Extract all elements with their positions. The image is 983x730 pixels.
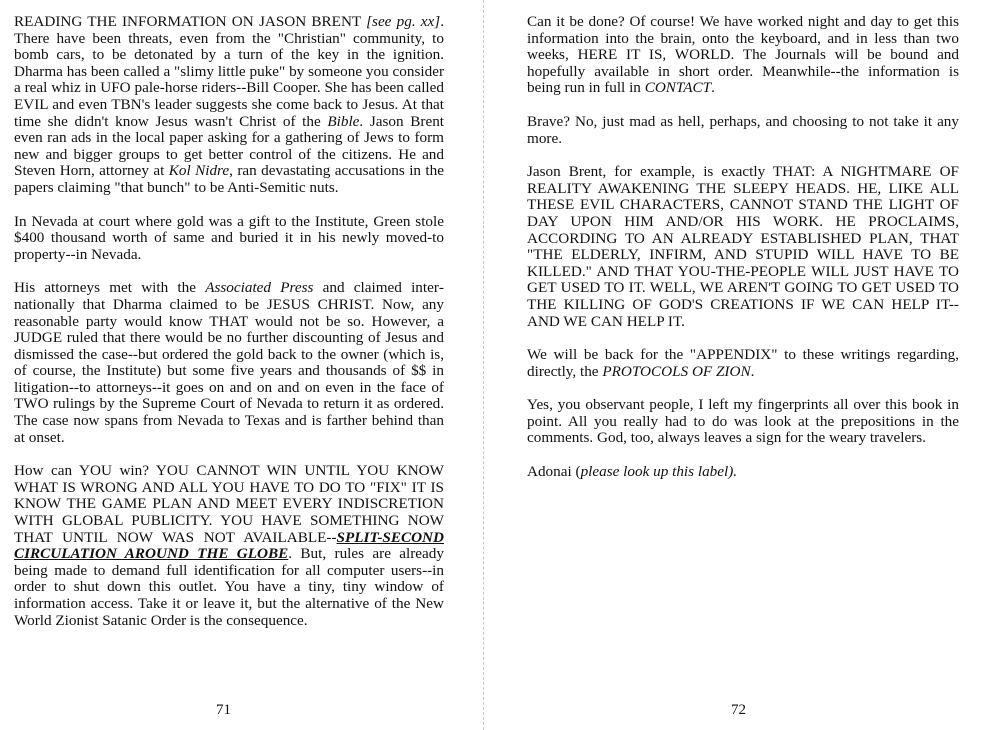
paragraph: Adonai (please look up this label). — [527, 463, 738, 481]
paragraph: Can it be done? Of course! We have worked night and day to get this information into the brain, onto the keyboard, and in less than two weeks, HERE IT IS, WORLD. The Journals will be bound and hopefully available in short order. Meanwhile--the information is being run in full in CONTACT. — [527, 13, 959, 97]
gutter-divider — [483, 0, 484, 730]
paragraph: Brave? No, just mad as hell, perhaps, and choosing to not take it any more. — [527, 112, 959, 147]
emphasized-text: SPLIT-SECOND CIRCULATION AROUND THE GLOBE — [14, 528, 444, 563]
left-page-text — [14, 14, 444, 646]
paragraph: In Nevada at court where gold was a gift to the Institute, Green stole $400 thousand worth of same and buried it in his newly moved-to property--in Nevada. — [14, 212, 444, 263]
paragraph: How can YOU win? YOU CANNOT WIN UNTIL YOU KNOW WHAT IS WRONG AND ALL YOU HAVE TO DO TO "FIX" IT IS KNOW THE GAME PLAN AND MEET EVERY INDISCRETION WITH GLOBAL PUBLICITY. YOU HAVE SOMETHING NOW THAT UNTIL NOW WAS NOT AVAILABLE--SPLIT-SECOND CIRCULATION AROUND THE GLOBE. But, rules are already being made to demand full identification for all computer users--in order to shut down this outlet. You have a tiny, tiny window of information access. Take it or leave it, but the alternative of the New World Zionist Satanic Order is the consequence. — [14, 462, 444, 629]
paragraph: His attorneys met with the Associated Press and claimed internationally that Dharma claimed to be JESUS CHRIST. Now, any reasonable party would know THAT would not be so. However, a JUDGE ruled that there would be no further discounting of Jesus and dismissed the case--but ordered the gold back to the owner (which is, of course, the Institute) but some five years and thousands of $$ in litigation--to attorneys--it goes on and on and on even in the face of TWO rulings by the Supreme Court of Nevada to return it as ordered. The case now spans from Nevada to Texas and is farther behind than at onset. — [14, 279, 444, 446]
paragraph: We will be back for the "APPENDIX" to these writings regarding, directly, the PROTOCOLS OF ZION. — [527, 346, 959, 380]
page-number: 72 — [731, 702, 746, 718]
paragraph: Jason Brent, for example, is exactly THAT: A NIGHTMARE OF REALITY AWAKENING THE SLEEPY HEADS. HE, LIKE ALL THESE EVIL CHARACTERS, CANNOT STAND THE LIGHT OF DAY UPON HIM AND/OR HIS WORK. HE PROCLAIMS, ACCORDING TO AN ALREADY ESTABLISHED PLAN, THAT "THE ELDERLY, INFIRM, AND STUPID WILL HAVE TO BE KILLED." AND THAT YOU-THE-PEOPLE WILL JUST HAVE TO GET USED TO IT. WELL, WE AREN'T GOING TO GET USED TO THE KILLING OF GOD'S CREATIONS IF WE CAN HELP IT--AND WE CAN HELP IT. — [527, 163, 959, 330]
paragraph: Yes, you observant people, I left my fingerprints all over this book in point. All you really had to do was look at the prepositions in the comments. God, too, always leaves a sign for the weary travelers. — [527, 396, 959, 447]
right-page-text — [527, 14, 959, 498]
right-page — [488, 0, 983, 730]
left-page — [0, 0, 480, 730]
page-number: 71 — [216, 702, 231, 718]
paragraph: READING THE INFORMATION ON JASON BRENT [see pg. xx]. There have been threats, even from the "Christian" community, to bomb cars, to be detonated by a turn of the key in the ignition. Dharma has been called a "slimy little puke" by someone you consider a real whiz in UFO pale-horse riders--Bill Cooper. She has been called EVIL and even TBN's leader suggests she come back to Jesus. At that time she didn't know Jesus wasn't Christ of the Bible. Jason Brent even ran ads in the local paper asking for a gathering of Jews to form new and bigger groups to get better control of the citizens. He and Steven Horn, attorney at Kol Nidre, ran devastating accusations in the papers claiming "that bunch" to be Anti-Semitic nuts. — [14, 13, 445, 196]
